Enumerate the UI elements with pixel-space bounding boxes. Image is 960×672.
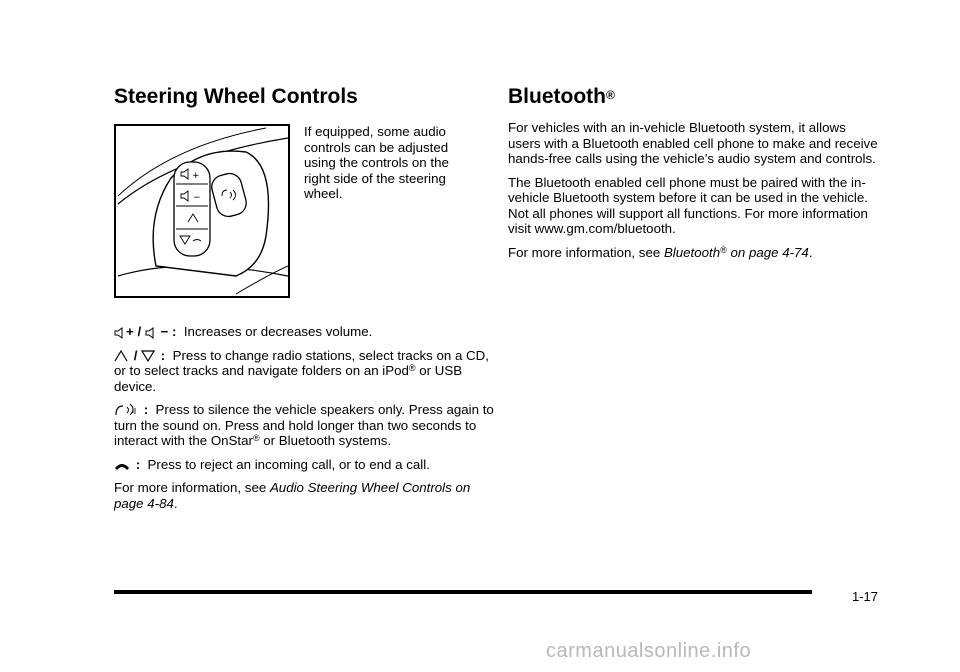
push-to-talk-colon: : (140, 402, 149, 417)
left-more-info: For more information, see Audio Steering Wheel Controls on page 4-84. (114, 480, 471, 511)
volume-up-label: + / (126, 324, 145, 339)
push-to-talk-item (114, 402, 494, 449)
push-to-talk-text: Press to silence the vehicle speakers only. Press again to turn the sound on. Press and hold longer than two seconds to interact with the OnStar (114, 402, 494, 448)
left-column (114, 84, 494, 519)
seek-down-icon (141, 349, 155, 363)
seek-item (114, 348, 494, 395)
volume-speaker-icon (114, 327, 124, 339)
push-to-talk-icon (114, 403, 138, 417)
registered-mark: ® (605, 88, 615, 102)
figure-row (114, 120, 494, 298)
right-more-info: For more information, see Bluetooth® on page 4-74. (508, 244, 813, 260)
bluetooth-para-1: For vehicles with an in-vehicle Bluetooth system, it allows users with a Bluetooth enabled cell phone to make and receive hands-free calls using the vehicle’s audio system and controls. (508, 120, 878, 166)
footer-rule (114, 590, 812, 594)
volume-down-label: − : (156, 324, 177, 339)
bluetooth-para-2: The Bluetooth enabled cell phone must be paired with the in-vehicle Bluetooth system before it can be used in the vehicle. Not all phones will support all functions. For more information visit www.gm.com/bluetooth. (508, 174, 868, 236)
volume-speaker-icon (145, 327, 155, 339)
seek-separator: / (130, 347, 142, 363)
end-call-icon (114, 460, 130, 472)
push-to-talk-text-end: or Bluetooth systems. (259, 433, 392, 448)
seek-item-text: Press to change radio stations, select tracks on a CD, or to select tracks and navigate folders on an iPod (114, 347, 489, 378)
figure-caption: If equipped, some audio controls can be adjusted using the controls on the right side of the steering wheel. (304, 124, 449, 201)
svg-text:−: − (193, 193, 201, 203)
steering-wheel-controls-illustration (114, 124, 290, 298)
right-column (508, 84, 880, 268)
section-title-bluetooth: Bluetooth® (508, 85, 615, 108)
seek-colon: : (157, 347, 166, 363)
registered-mark: ® (252, 433, 260, 443)
seek-item-text-end: or USB device. (114, 363, 463, 394)
volume-item (114, 324, 494, 340)
volume-item-text: Increases or decreases volume. (183, 324, 373, 339)
section-title-steering-wheel-controls: Steering Wheel Controls (114, 85, 358, 108)
steering-wheel-drawing (116, 126, 288, 296)
watermark: carmanualsonline.info (546, 640, 752, 662)
seek-up-icon (114, 349, 128, 363)
svg-text:+: + (192, 171, 200, 181)
audio-steering-wheel-link[interactable]: Audio Steering Wheel Controls on page 4-84 (114, 480, 471, 511)
registered-mark: ® (408, 363, 416, 373)
end-call-item (114, 457, 494, 473)
bluetooth-link[interactable]: Bluetooth® on page 4-74 (663, 244, 809, 260)
page-number: 1-17 (852, 589, 879, 604)
end-call-colon: : (132, 456, 141, 472)
end-call-text: Press to reject an incoming call, or to end a call. (147, 456, 430, 472)
